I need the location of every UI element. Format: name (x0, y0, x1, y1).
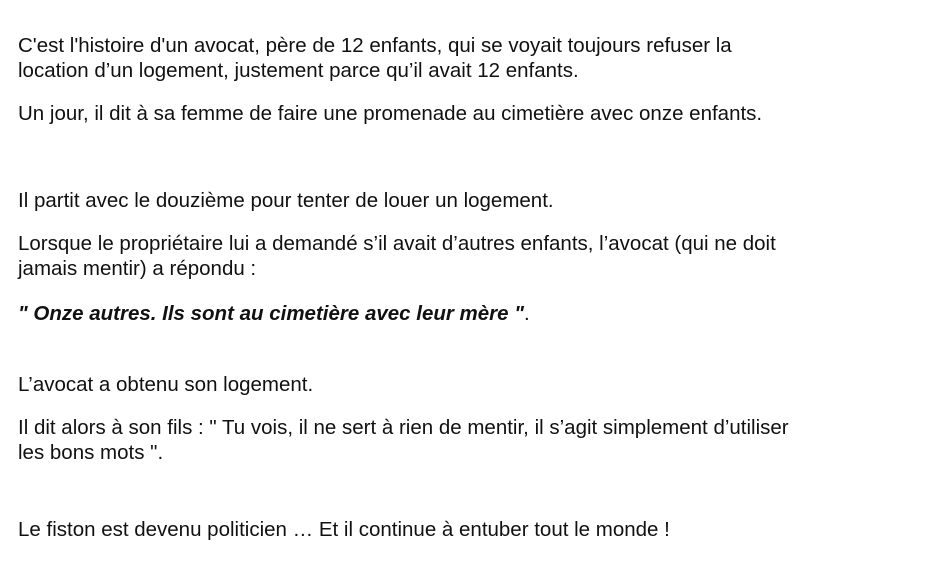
text-line: Il partit avec le douzième pour tenter de louer un logement. (18, 189, 554, 212)
text-line: jamais mentir) a répondu : (18, 257, 257, 280)
text-line: C'est l'histoire d'un avocat, père de 12 enfants, qui se voyait toujours refuser la (18, 34, 732, 57)
quote-period: . (523, 302, 530, 325)
text-line: location d’un logement, justement parce qu’il avait 12 enfants. (18, 59, 579, 82)
paragraph-promenade (18, 101, 762, 126)
text-line: Le fiston est devenu politicien … Et il continue à entuber tout le monde ! (18, 518, 670, 541)
text-line: L’avocat a obtenu son logement. (18, 373, 314, 396)
text-line: Il dit alors à son fils : " Tu vois, il ne sert à rien de mentir, il s’agit simplement d’utiliser (18, 416, 789, 439)
paragraph-fils (18, 415, 789, 465)
text-line: les bons mots ". (18, 441, 164, 464)
paragraph-obtenu (18, 372, 313, 397)
text-line: Lorsque le propriétaire lui a demandé s’il avait d’autres enfants, l’avocat (qui ne doit (18, 232, 776, 255)
text-line: Un jour, il dit à sa femme de faire une promenade au cimetière avec onze enfants. (18, 102, 763, 125)
paragraph-quote (18, 301, 530, 326)
paragraph-intro (18, 33, 732, 83)
paragraph-proprietaire (18, 231, 776, 281)
paragraph-douzieme (18, 188, 554, 213)
quote-text: " Onze autres. Ils sont au cimetière avec leur mère " (18, 302, 524, 325)
paragraph-politicien (18, 517, 670, 542)
